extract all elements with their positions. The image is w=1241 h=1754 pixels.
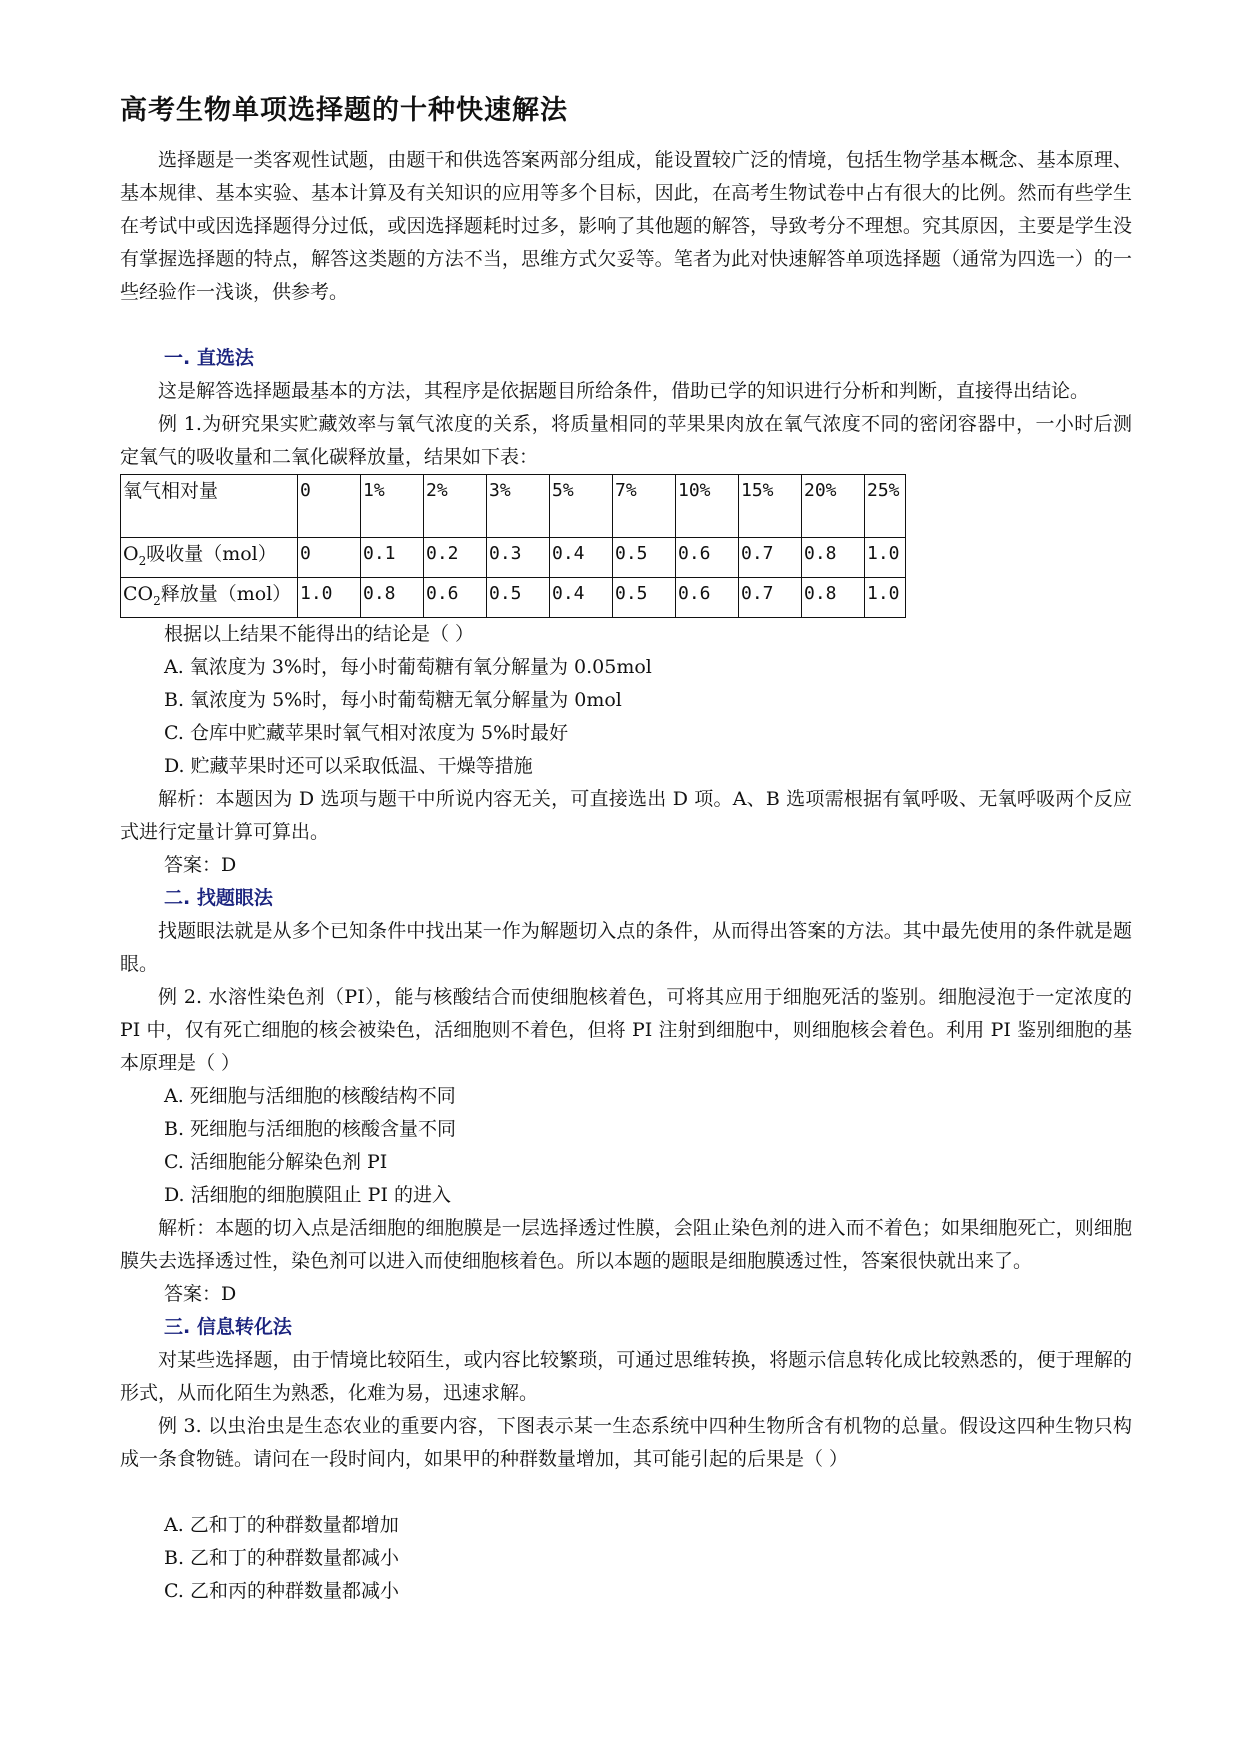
option-a: A. 氧浓度为 3%时，每小时葡萄糖有氧分解量为 0.05mol <box>164 655 652 678</box>
table-cell: 0.2 <box>424 538 487 578</box>
table-cell: 0.5 <box>487 577 550 617</box>
table-cell: 0.7 <box>739 538 802 578</box>
table-cell: 20% <box>802 475 865 538</box>
table-cell: 0.6 <box>676 577 739 617</box>
label-part: 吸收量（mol） <box>146 543 277 565</box>
option-a: A. 乙和丁的种群数量都增加 <box>164 1513 399 1536</box>
spacer <box>120 309 1132 342</box>
label-part: CO <box>123 582 154 605</box>
table-cell: 0.4 <box>550 538 613 578</box>
option-c: C. 乙和丙的种群数量都减小 <box>164 1579 399 1602</box>
table-cell: 5% <box>550 475 613 538</box>
table-row <box>121 475 906 538</box>
table-cell: 15% <box>739 475 802 538</box>
table-cell: 0.6 <box>676 538 739 578</box>
table-cell: 0.8 <box>361 577 424 617</box>
table-cell: 1% <box>361 475 424 538</box>
table-row-label: 氧气相对量 <box>121 475 298 538</box>
table-cell: 0.1 <box>361 538 424 578</box>
label-subscript: 2 <box>153 593 161 608</box>
table-cell: 1.0 <box>865 538 906 578</box>
option-b: B. 氧浓度为 5%时，每小时葡萄糖无氧分解量为 0mol <box>164 688 622 711</box>
option-c: C. 活细胞能分解染色剂 PI <box>164 1150 388 1173</box>
table-cell: 3% <box>487 475 550 538</box>
option-b: B. 死细胞与活细胞的核酸含量不同 <box>164 1117 457 1140</box>
table-cell: 0.5 <box>613 577 676 617</box>
table-cell: 0 <box>298 475 361 538</box>
answer-2: 答案：D <box>164 1282 237 1305</box>
table-row <box>121 577 906 617</box>
answer-1: 答案：D <box>164 853 237 876</box>
option-c: C. 仓库中贮藏苹果时氧气相对浓度为 5%时最好 <box>164 721 569 744</box>
section-heading-3: 三. 信息转化法 <box>164 1315 292 1338</box>
section-1-description: 这是解答选择题最基本的方法，其程序是依据题目所给条件，借助已学的知识进行分析和判断，直接得出结论。 <box>158 380 1090 402</box>
analysis-2: 解析：本题的切入点是活细胞的细胞膜是一层选择透过性膜，会阻止染色剂的进入而不着色；如果细胞死亡，则细胞膜失去选择透过性，染色剂可以进入而使细胞核着色。所以本题的题眼是细胞膜透过性，答案很快就出来了。 <box>120 1216 1132 1272</box>
option-a: A. 死细胞与活细胞的核酸结构不同 <box>164 1084 456 1107</box>
table-cell: 1.0 <box>298 577 361 617</box>
table-cell: 0.3 <box>487 538 550 578</box>
table-cell: 0.8 <box>802 538 865 578</box>
table-cell: 1.0 <box>865 577 906 617</box>
spacer <box>120 1476 1132 1509</box>
example-1-text: 例 1.为研究果实贮藏效率与氧气浓度的关系，将质量相同的苹果果肉放在氧气浓度不同的密闭容器中，一小时后测定氧气的吸收量和二氧化碳释放量，结果如下表： <box>120 413 1132 468</box>
table-cell: 7% <box>613 475 676 538</box>
oxygen-data-table <box>120 474 906 618</box>
option-b: B. 乙和丁的种群数量都减小 <box>164 1546 400 1569</box>
table-row-label <box>121 538 298 578</box>
table-cell: 0.4 <box>550 577 613 617</box>
table-cell: 0 <box>298 538 361 578</box>
section-3-description: 对某些选择题，由于情境比较陌生，或内容比较繁琐，可通过思维转换，将题示信息转化成比较熟悉的，便于理解的形式，从而化陌生为熟悉，化难为易，迅速求解。 <box>120 1348 1132 1404</box>
question-1-stem: 根据以上结果不能得出的结论是（ ） <box>164 622 475 645</box>
example-2-text: 例 2. 水溶性染色剂（PI），能与核酸结合而使细胞核着色，可将其应用于细胞死活的鉴别。细胞浸泡于一定浓度的 PI 中，仅有死亡细胞的核会被染色，活细胞则不着色，但将 PI 注射到细胞中，则细胞核会着色。利用 PI 鉴别细胞的基本原理是（ ） <box>120 985 1132 1074</box>
table-cell: 10% <box>676 475 739 538</box>
example-3-text: 例 3. 以虫治虫是生态农业的重要内容，下图表示某一生态系统中四种生物所含有机物的总量。假设这四种生物只构成一条食物链。请问在一段时间内，如果甲的种群数量增加，其可能引起的后果是（ ） <box>120 1414 1132 1470</box>
page-title: 高考生物单项选择题的十种快速解法 <box>120 95 568 126</box>
label-part: O <box>123 543 139 565</box>
section-heading-1: 一. 直选法 <box>164 347 254 369</box>
analysis-1: 解析：本题因为 D 选项与题干中所说内容无关，可直接选出 D 项。A、B 选项需根据有氧呼吸、无氧呼吸两个反应式进行定量计算可算出。 <box>120 787 1132 843</box>
option-d: D. 贮藏苹果时还可以采取低温、干燥等措施 <box>164 754 533 777</box>
document-page <box>120 88 1132 1608</box>
section-2-description: 找题眼法就是从多个已知条件中找出某一作为解题切入点的条件，从而得出答案的方法。其中最先使用的条件就是题眼。 <box>120 919 1132 975</box>
table-row <box>121 538 906 578</box>
label-subscript: 2 <box>138 553 147 568</box>
label-part: 释放量（mol） <box>160 582 292 605</box>
table-cell: 2% <box>424 475 487 538</box>
table-row-label <box>121 577 298 617</box>
intro-paragraph: 选择题是一类客观性试题，由题干和供选答案两部分组成，能设置较广泛的情境，包括生物学基本概念、基本原理、基本规律、基本实验、基本计算及有关知识的应用等多个目标，因此，在高考生物试卷中占有很大的比例。然而有些学生在考试中或因选择题得分过低，或因选择题耗时过多，影响了其他题的解答，导致考分不理想。究其原因，主要是学生没有掌握选择题的特点，解答这类题的方法不当，思维方式欠妥等。笔者为此对快速解答单项选择题（通常为四选一）的一些经验作一浅谈，供参考。 <box>120 149 1132 303</box>
section-heading-2: 二. 找题眼法 <box>164 886 273 909</box>
option-d: D. 活细胞的细胞膜阻止 PI 的进入 <box>164 1183 452 1206</box>
table-cell: 0.5 <box>613 538 676 578</box>
table-cell: 25% <box>865 475 906 538</box>
table-cell: 0.6 <box>424 577 487 617</box>
table-cell: 0.8 <box>802 577 865 617</box>
table-cell: 0.7 <box>739 577 802 617</box>
